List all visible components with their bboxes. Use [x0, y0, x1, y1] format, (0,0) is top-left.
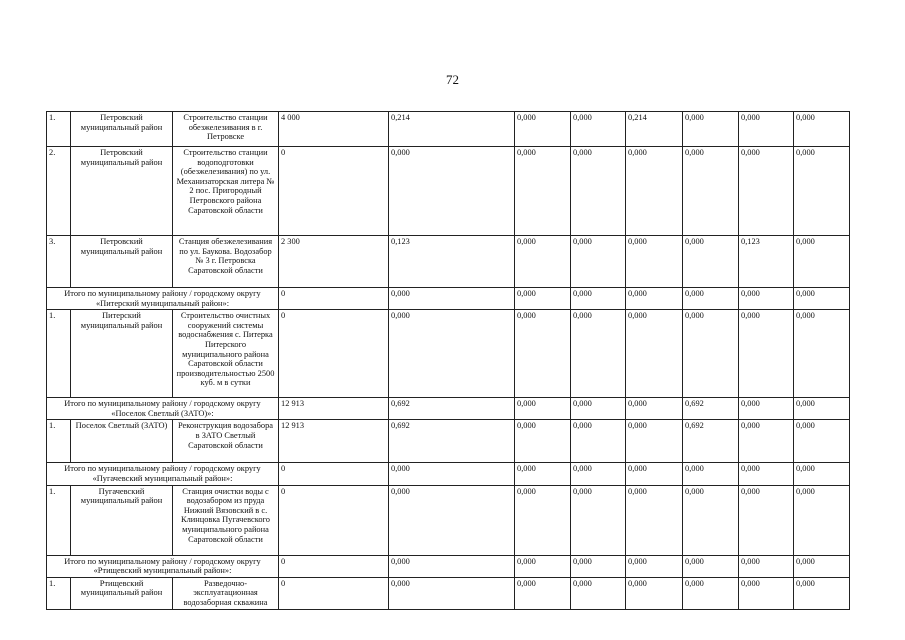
capacity-cell: 12 913: [279, 398, 389, 420]
object-cell: Реконструкция водозабора в ЗАТО Светлый Саратовской области: [173, 420, 279, 463]
table-row: [47, 420, 850, 463]
value-cell-v7: 0,000: [794, 420, 850, 463]
object-cell: Строительство очистных сооружений системы водоснабжения с. Питерка Питерского муниципального района Саратовской области производительностью 2500 куб. м в сутки: [173, 310, 279, 398]
value-cell-v5: 0,692: [683, 398, 739, 420]
value-cell-v3: 0,000: [571, 398, 626, 420]
value-cell-v7: 0,000: [794, 485, 850, 555]
capacity-cell: 0: [279, 577, 389, 609]
value-cell-v1: 0,000: [389, 485, 515, 555]
total-label-cell: Итого по муниципальному району / городскому округу «Поселок Светлый (ЗАТО)»:: [47, 398, 279, 420]
value-cell-v2: 0,000: [515, 112, 571, 147]
value-cell-v1: 0,000: [389, 147, 515, 236]
value-cell-v1: 0,000: [389, 463, 515, 485]
object-cell: Станция обезжелезивания по ул. Баукова. Водозабор № 3 г. Петровска Саратовской области: [173, 236, 279, 288]
value-cell-v4: 0,000: [626, 485, 683, 555]
value-cell-v4: 0,000: [626, 288, 683, 310]
capacity-cell: 0: [279, 147, 389, 236]
capacity-cell: 0: [279, 310, 389, 398]
value-cell-v7: 0,000: [794, 236, 850, 288]
value-cell-v1: 0,692: [389, 398, 515, 420]
object-cell: Станция очистки воды с водозабором из пруда Нижний Вязовский в с. Клинцовка Пугачевского муниципального района Саратовской области: [173, 485, 279, 555]
table-row: [47, 485, 850, 555]
value-cell-v6: 0,000: [739, 288, 794, 310]
total-label-cell: Итого по муниципальному району / городскому округу «Ртищевский муниципальный район»:: [47, 555, 279, 577]
value-cell-v1: 0,214: [389, 112, 515, 147]
value-cell-v6: 0,000: [739, 420, 794, 463]
total-label-cell: Итого по муниципальному району / городскому округу «Пугачевский муниципальный район»:: [47, 463, 279, 485]
capacity-cell: 2 300: [279, 236, 389, 288]
page-number: 72: [446, 72, 459, 87]
row-number-cell: 2.: [47, 147, 71, 236]
value-cell-v6: 0,123: [739, 236, 794, 288]
row-number-cell: 1.: [47, 577, 71, 609]
capacity-cell: 0: [279, 555, 389, 577]
row-number-cell: 1.: [47, 485, 71, 555]
value-cell-v5: 0,692: [683, 420, 739, 463]
row-number-cell: 1.: [47, 310, 71, 398]
object-cell: Строительство станции обезжелезивания в г. Петровске: [173, 112, 279, 147]
value-cell-v1: 0,000: [389, 310, 515, 398]
value-cell-v6: 0,000: [739, 398, 794, 420]
total-row: [47, 398, 850, 420]
value-cell-v6: 0,000: [739, 310, 794, 398]
value-cell-v2: 0,000: [515, 485, 571, 555]
value-cell-v5: 0,000: [683, 577, 739, 609]
value-cell-v2: 0,000: [515, 236, 571, 288]
value-cell-v1: 0,000: [389, 555, 515, 577]
municipality-cell: Питерский муниципальный район: [71, 310, 173, 398]
value-cell-v3: 0,000: [571, 485, 626, 555]
value-cell-v2: 0,000: [515, 398, 571, 420]
value-cell-v5: 0,000: [683, 555, 739, 577]
value-cell-v7: 0,000: [794, 288, 850, 310]
municipality-cell: Ртищевский муниципальный район: [71, 577, 173, 609]
table-row: [47, 147, 850, 236]
municipality-cell: Петровский муниципальный район: [71, 147, 173, 236]
total-row: [47, 555, 850, 577]
object-cell: Строительство станции водоподготовки (обезжелезивания) по ул. Механизаторская литера № 2 пос. Пригородный Петровского района Саратовской области: [173, 147, 279, 236]
value-cell-v3: 0,000: [571, 288, 626, 310]
value-cell-v4: 0,000: [626, 555, 683, 577]
table-row: [47, 310, 850, 398]
capacity-cell: 0: [279, 288, 389, 310]
value-cell-v5: 0,000: [683, 288, 739, 310]
value-cell-v6: 0,000: [739, 463, 794, 485]
row-number-cell: 1.: [47, 112, 71, 147]
value-cell-v4: 0,000: [626, 463, 683, 485]
value-cell-v2: 0,000: [515, 463, 571, 485]
value-cell-v4: 0,000: [626, 236, 683, 288]
value-cell-v3: 0,000: [571, 147, 626, 236]
value-cell-v7: 0,000: [794, 310, 850, 398]
municipality-cell: Петровский муниципальный район: [71, 112, 173, 147]
value-cell-v4: 0,000: [626, 398, 683, 420]
value-cell-v1: 0,123: [389, 236, 515, 288]
value-cell-v5: 0,000: [683, 485, 739, 555]
value-cell-v4: 0,000: [626, 420, 683, 463]
total-row: [47, 463, 850, 485]
value-cell-v3: 0,000: [571, 463, 626, 485]
value-cell-v7: 0,000: [794, 147, 850, 236]
value-cell-v3: 0,000: [571, 420, 626, 463]
value-cell-v6: 0,000: [739, 147, 794, 236]
value-cell-v7: 0,000: [794, 398, 850, 420]
object-cell: Разведочно-эксплуатационная водозаборная скважина: [173, 577, 279, 609]
value-cell-v5: 0,000: [683, 463, 739, 485]
capacity-cell: 0: [279, 485, 389, 555]
table-row: [47, 112, 850, 147]
value-cell-v4: 0,214: [626, 112, 683, 147]
value-cell-v3: 0,000: [571, 577, 626, 609]
capacity-cell: 0: [279, 463, 389, 485]
value-cell-v1: 0,000: [389, 288, 515, 310]
value-cell-v5: 0,000: [683, 147, 739, 236]
value-cell-v7: 0,000: [794, 112, 850, 147]
value-cell-v7: 0,000: [794, 463, 850, 485]
total-row: [47, 288, 850, 310]
value-cell-v6: 0,000: [739, 485, 794, 555]
value-cell-v4: 0,000: [626, 147, 683, 236]
value-cell-v7: 0,000: [794, 555, 850, 577]
municipality-cell: Петровский муниципальный район: [71, 236, 173, 288]
value-cell-v5: 0,000: [683, 310, 739, 398]
municipality-cell: Поселок Светлый (ЗАТО): [71, 420, 173, 463]
row-number-cell: 1.: [47, 420, 71, 463]
value-cell-v2: 0,000: [515, 310, 571, 398]
table-row: [47, 236, 850, 288]
value-cell-v4: 0,000: [626, 577, 683, 609]
value-cell-v2: 0,000: [515, 555, 571, 577]
row-number-cell: 3.: [47, 236, 71, 288]
table-row: [47, 577, 850, 609]
municipality-cell: Пугачевский муниципальный район: [71, 485, 173, 555]
value-cell-v3: 0,000: [571, 112, 626, 147]
value-cell-v2: 0,000: [515, 147, 571, 236]
value-cell-v7: 0,000: [794, 577, 850, 609]
value-cell-v4: 0,000: [626, 310, 683, 398]
value-cell-v1: 0,692: [389, 420, 515, 463]
value-cell-v5: 0,000: [683, 236, 739, 288]
value-cell-v3: 0,000: [571, 310, 626, 398]
capacity-cell: 4 000: [279, 112, 389, 147]
investment-table: [46, 111, 850, 610]
value-cell-v2: 0,000: [515, 288, 571, 310]
value-cell-v3: 0,000: [571, 236, 626, 288]
total-label-cell: Итого по муниципальному району / городскому округу «Питерский муниципальный район»:: [47, 288, 279, 310]
value-cell-v5: 0,000: [683, 112, 739, 147]
value-cell-v6: 0,000: [739, 577, 794, 609]
value-cell-v6: 0,000: [739, 555, 794, 577]
value-cell-v2: 0,000: [515, 420, 571, 463]
value-cell-v1: 0,000: [389, 577, 515, 609]
value-cell-v3: 0,000: [571, 555, 626, 577]
value-cell-v6: 0,000: [739, 112, 794, 147]
capacity-cell: 12 913: [279, 420, 389, 463]
value-cell-v2: 0,000: [515, 577, 571, 609]
